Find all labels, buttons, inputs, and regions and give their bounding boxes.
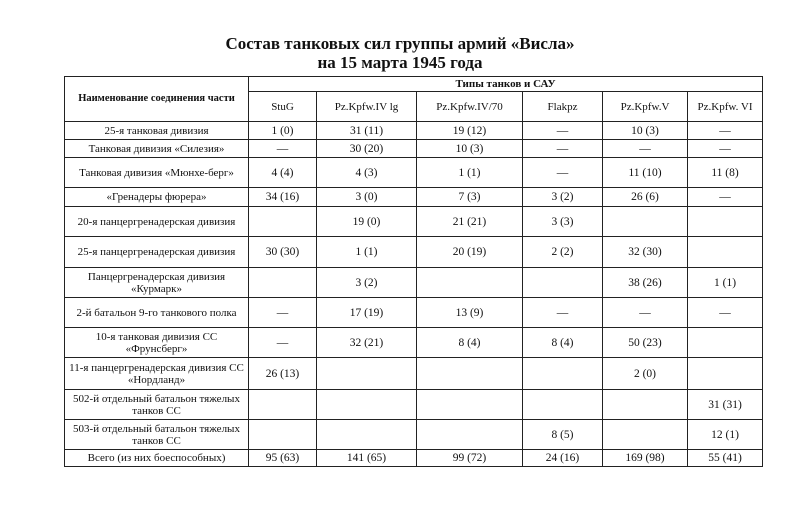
table-row [65, 420, 763, 450]
table-row [65, 122, 763, 140]
table-cell: 1 (1) [688, 268, 763, 298]
unit-name: 502-й отдельный батальон тяжелых танков СС [65, 390, 249, 420]
table-cell: 19 (0) [317, 207, 417, 237]
table-cell: 32 (30) [603, 237, 688, 268]
unit-name: 11-я панцергренадерская дивизия СС «Нордланд» [65, 358, 249, 390]
table-cell: — [523, 158, 603, 188]
table-row [65, 390, 763, 420]
table-cell [603, 390, 688, 420]
header-unit-name: Наименование соединения части [65, 77, 249, 122]
table-cell: — [523, 122, 603, 140]
table-cell: — [249, 140, 317, 158]
page-title: Состав танковых сил группы армий «Висла» [225, 34, 575, 53]
column-header: Pz.Kpfw.V [603, 92, 688, 122]
unit-name: 10-я танковая дивизия СС «Фрунсберг» [65, 328, 249, 358]
table-cell: 8 (4) [417, 328, 523, 358]
table-cell: 2 (2) [523, 237, 603, 268]
table-cell: 30 (20) [317, 140, 417, 158]
table-cell [688, 328, 763, 358]
table-cell: — [688, 140, 763, 158]
table-cell: 55 (41) [688, 450, 763, 467]
table-cell: 26 (13) [249, 358, 317, 390]
table-cell: 95 (63) [249, 450, 317, 467]
table-row [65, 450, 763, 467]
unit-name: «Гренадеры фюрера» [65, 188, 249, 207]
column-header: Pz.Kpfw.IV/70 [417, 92, 523, 122]
table-cell: 1 (1) [417, 158, 523, 188]
table-cell: 10 (3) [603, 122, 688, 140]
unit-name: Танковая дивизия «Силезия» [65, 140, 249, 158]
table-cell [523, 390, 603, 420]
table-cell: 31 (31) [688, 390, 763, 420]
unit-name: 2-й батальон 9-го танкового полка [65, 298, 249, 328]
table-row [65, 237, 763, 268]
table-cell: 32 (21) [317, 328, 417, 358]
table-cell [417, 268, 523, 298]
table-cell: — [603, 298, 688, 328]
table-cell: 2 (0) [603, 358, 688, 390]
table-cell: 169 (98) [603, 450, 688, 467]
table-cell: — [523, 298, 603, 328]
table-cell: 21 (21) [417, 207, 523, 237]
column-header: Pz.Kpfw. VI [688, 92, 763, 122]
table-cell: — [249, 328, 317, 358]
table-cell [417, 420, 523, 450]
table-row [65, 140, 763, 158]
table-cell [523, 358, 603, 390]
table-cell: — [523, 140, 603, 158]
table-cell [523, 268, 603, 298]
table-cell [688, 207, 763, 237]
table-cell: 3 (3) [523, 207, 603, 237]
table-cell: 8 (5) [523, 420, 603, 450]
table-cell: 4 (4) [249, 158, 317, 188]
table-cell: 34 (16) [249, 188, 317, 207]
table-row [65, 328, 763, 358]
table-cell: 13 (9) [417, 298, 523, 328]
table-cell: 31 (11) [317, 122, 417, 140]
table-cell: 20 (19) [417, 237, 523, 268]
column-header: Flakpz [523, 92, 603, 122]
table-row [65, 188, 763, 207]
table-row [65, 358, 763, 390]
table-cell [249, 420, 317, 450]
table-cell: 141 (65) [317, 450, 417, 467]
table-cell: — [249, 298, 317, 328]
unit-name: 503-й отдельный батальон тяжелых танков СС [65, 420, 249, 450]
tank-forces-table [64, 76, 763, 467]
table-cell [603, 207, 688, 237]
unit-name: 20-я панцергренадерская дивизия [65, 207, 249, 237]
table-cell: 30 (30) [249, 237, 317, 268]
unit-name: Панцергренадерская дивизия «Курмарк» [65, 268, 249, 298]
table-cell: 99 (72) [417, 450, 523, 467]
table-cell: 12 (1) [688, 420, 763, 450]
table-cell [603, 420, 688, 450]
table-cell [417, 390, 523, 420]
unit-name: 25-я панцергренадерская дивизия [65, 237, 249, 268]
table-cell: 11 (10) [603, 158, 688, 188]
table-cell: 3 (2) [317, 268, 417, 298]
table-cell [249, 207, 317, 237]
table-cell: — [688, 188, 763, 207]
table-cell: 1 (0) [249, 122, 317, 140]
table-cell: 3 (2) [523, 188, 603, 207]
column-header: Pz.Kpfw.IV lg [317, 92, 417, 122]
table-cell: 38 (26) [603, 268, 688, 298]
table-row [65, 268, 763, 298]
page-subtitle: на 15 марта 1945 года [317, 53, 483, 72]
unit-name: 25-я танковая дивизия [65, 122, 249, 140]
table-cell [317, 390, 417, 420]
table-cell: 50 (23) [603, 328, 688, 358]
table-cell: 4 (3) [317, 158, 417, 188]
table-cell [317, 420, 417, 450]
table-cell: 11 (8) [688, 158, 763, 188]
table-cell [249, 390, 317, 420]
table-row [65, 158, 763, 188]
table-cell [249, 268, 317, 298]
total-label: Всего (из них боеспособных) [65, 450, 249, 467]
table-cell: 3 (0) [317, 188, 417, 207]
table-cell: 7 (3) [417, 188, 523, 207]
table-cell: 19 (12) [417, 122, 523, 140]
table-cell: 1 (1) [317, 237, 417, 268]
table-cell: 8 (4) [523, 328, 603, 358]
table-cell [317, 358, 417, 390]
header-tank-types: Типы танков и САУ [249, 77, 763, 92]
table-cell [417, 358, 523, 390]
table-row [65, 298, 763, 328]
unit-name: Танковая дивизия «Мюнхе-берг» [65, 158, 249, 188]
table-row [65, 207, 763, 237]
table-cell: — [603, 140, 688, 158]
table-cell: 24 (16) [523, 450, 603, 467]
table-cell: — [688, 298, 763, 328]
table-cell [688, 358, 763, 390]
table-cell: 17 (19) [317, 298, 417, 328]
column-header: StuG [249, 92, 317, 122]
table-cell: 26 (6) [603, 188, 688, 207]
table-cell: — [688, 122, 763, 140]
table-cell [688, 237, 763, 268]
table-cell: 10 (3) [417, 140, 523, 158]
